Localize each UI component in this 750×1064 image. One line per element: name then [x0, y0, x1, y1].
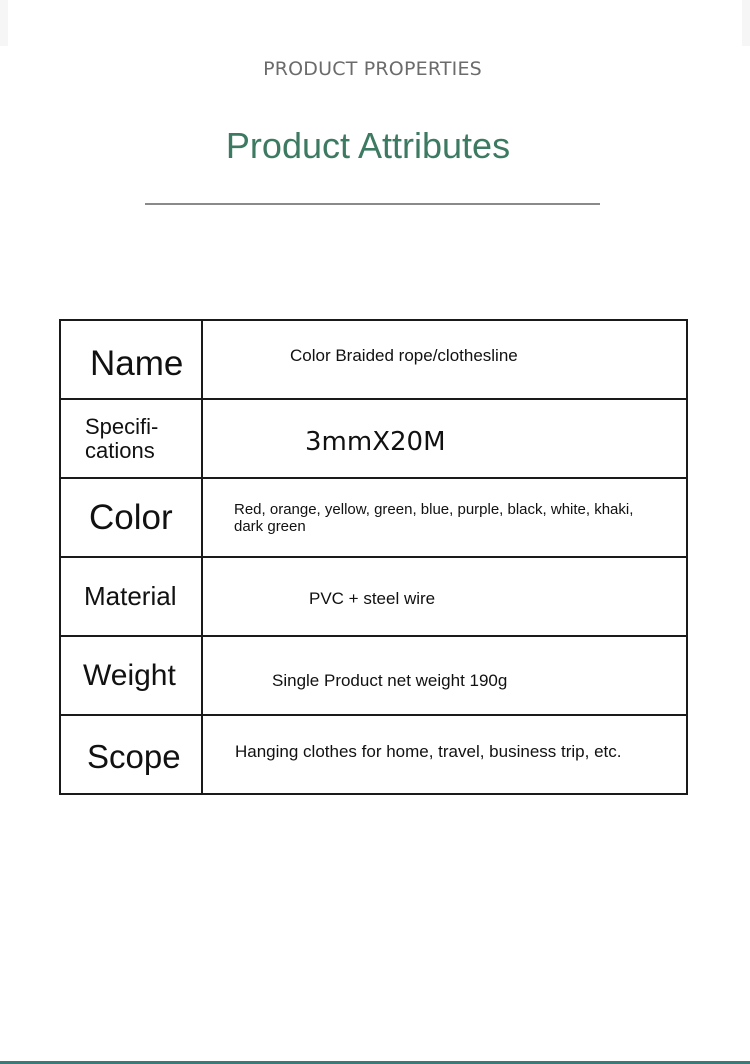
- attribute-label-color: Color: [89, 497, 173, 537]
- attribute-label-cell: [60, 636, 202, 715]
- table-row: [60, 399, 687, 478]
- attribute-value-name: Color Braided rope/clothesline: [290, 345, 518, 365]
- table-row: [60, 478, 687, 557]
- attribute-label-name: Name: [90, 343, 184, 383]
- attribute-value-cell: [202, 715, 687, 794]
- attribute-value-material: PVC + steel wire: [309, 588, 436, 608]
- attribute-label-weight: Weight: [83, 658, 176, 692]
- attribute-value-specifications: 3mmX20M: [305, 426, 446, 457]
- top-strip-inner: [8, 0, 742, 46]
- attribute-value-cell: [202, 399, 687, 478]
- attribute-value-color: Red, orange, yellow, green, blue, purple, black, white, khaki, dark green: [234, 500, 634, 535]
- attribute-label-specifications: Specifi- cations: [85, 413, 159, 463]
- table-row: [60, 636, 687, 715]
- attribute-value-weight: Single Product net weight 190g: [272, 670, 508, 690]
- section-eyebrow: PRODUCT PROPERTIES: [263, 58, 482, 80]
- table-row: [60, 557, 687, 636]
- attribute-label-cell: [60, 399, 202, 478]
- attribute-label-material: Material: [84, 581, 177, 611]
- attribute-value-cell: [202, 320, 687, 399]
- attributes-table: [59, 319, 688, 795]
- table-row: [60, 715, 687, 794]
- attribute-value-cell: [202, 478, 687, 557]
- attribute-label-cell: [60, 557, 202, 636]
- attribute-value-cell: [202, 557, 687, 636]
- attribute-value-scope: Hanging clothes for home, travel, business trip, etc.: [235, 741, 622, 761]
- table-row: [60, 320, 687, 399]
- attribute-label-cell: [60, 320, 202, 399]
- title-divider: [145, 203, 600, 205]
- attribute-value-cell: [202, 636, 687, 715]
- page-title: Product Attributes: [225, 125, 511, 166]
- top-strip: [0, 0, 750, 46]
- attribute-label-cell: [60, 715, 202, 794]
- attribute-label-cell: [60, 478, 202, 557]
- attribute-label-scope: Scope: [87, 737, 181, 775]
